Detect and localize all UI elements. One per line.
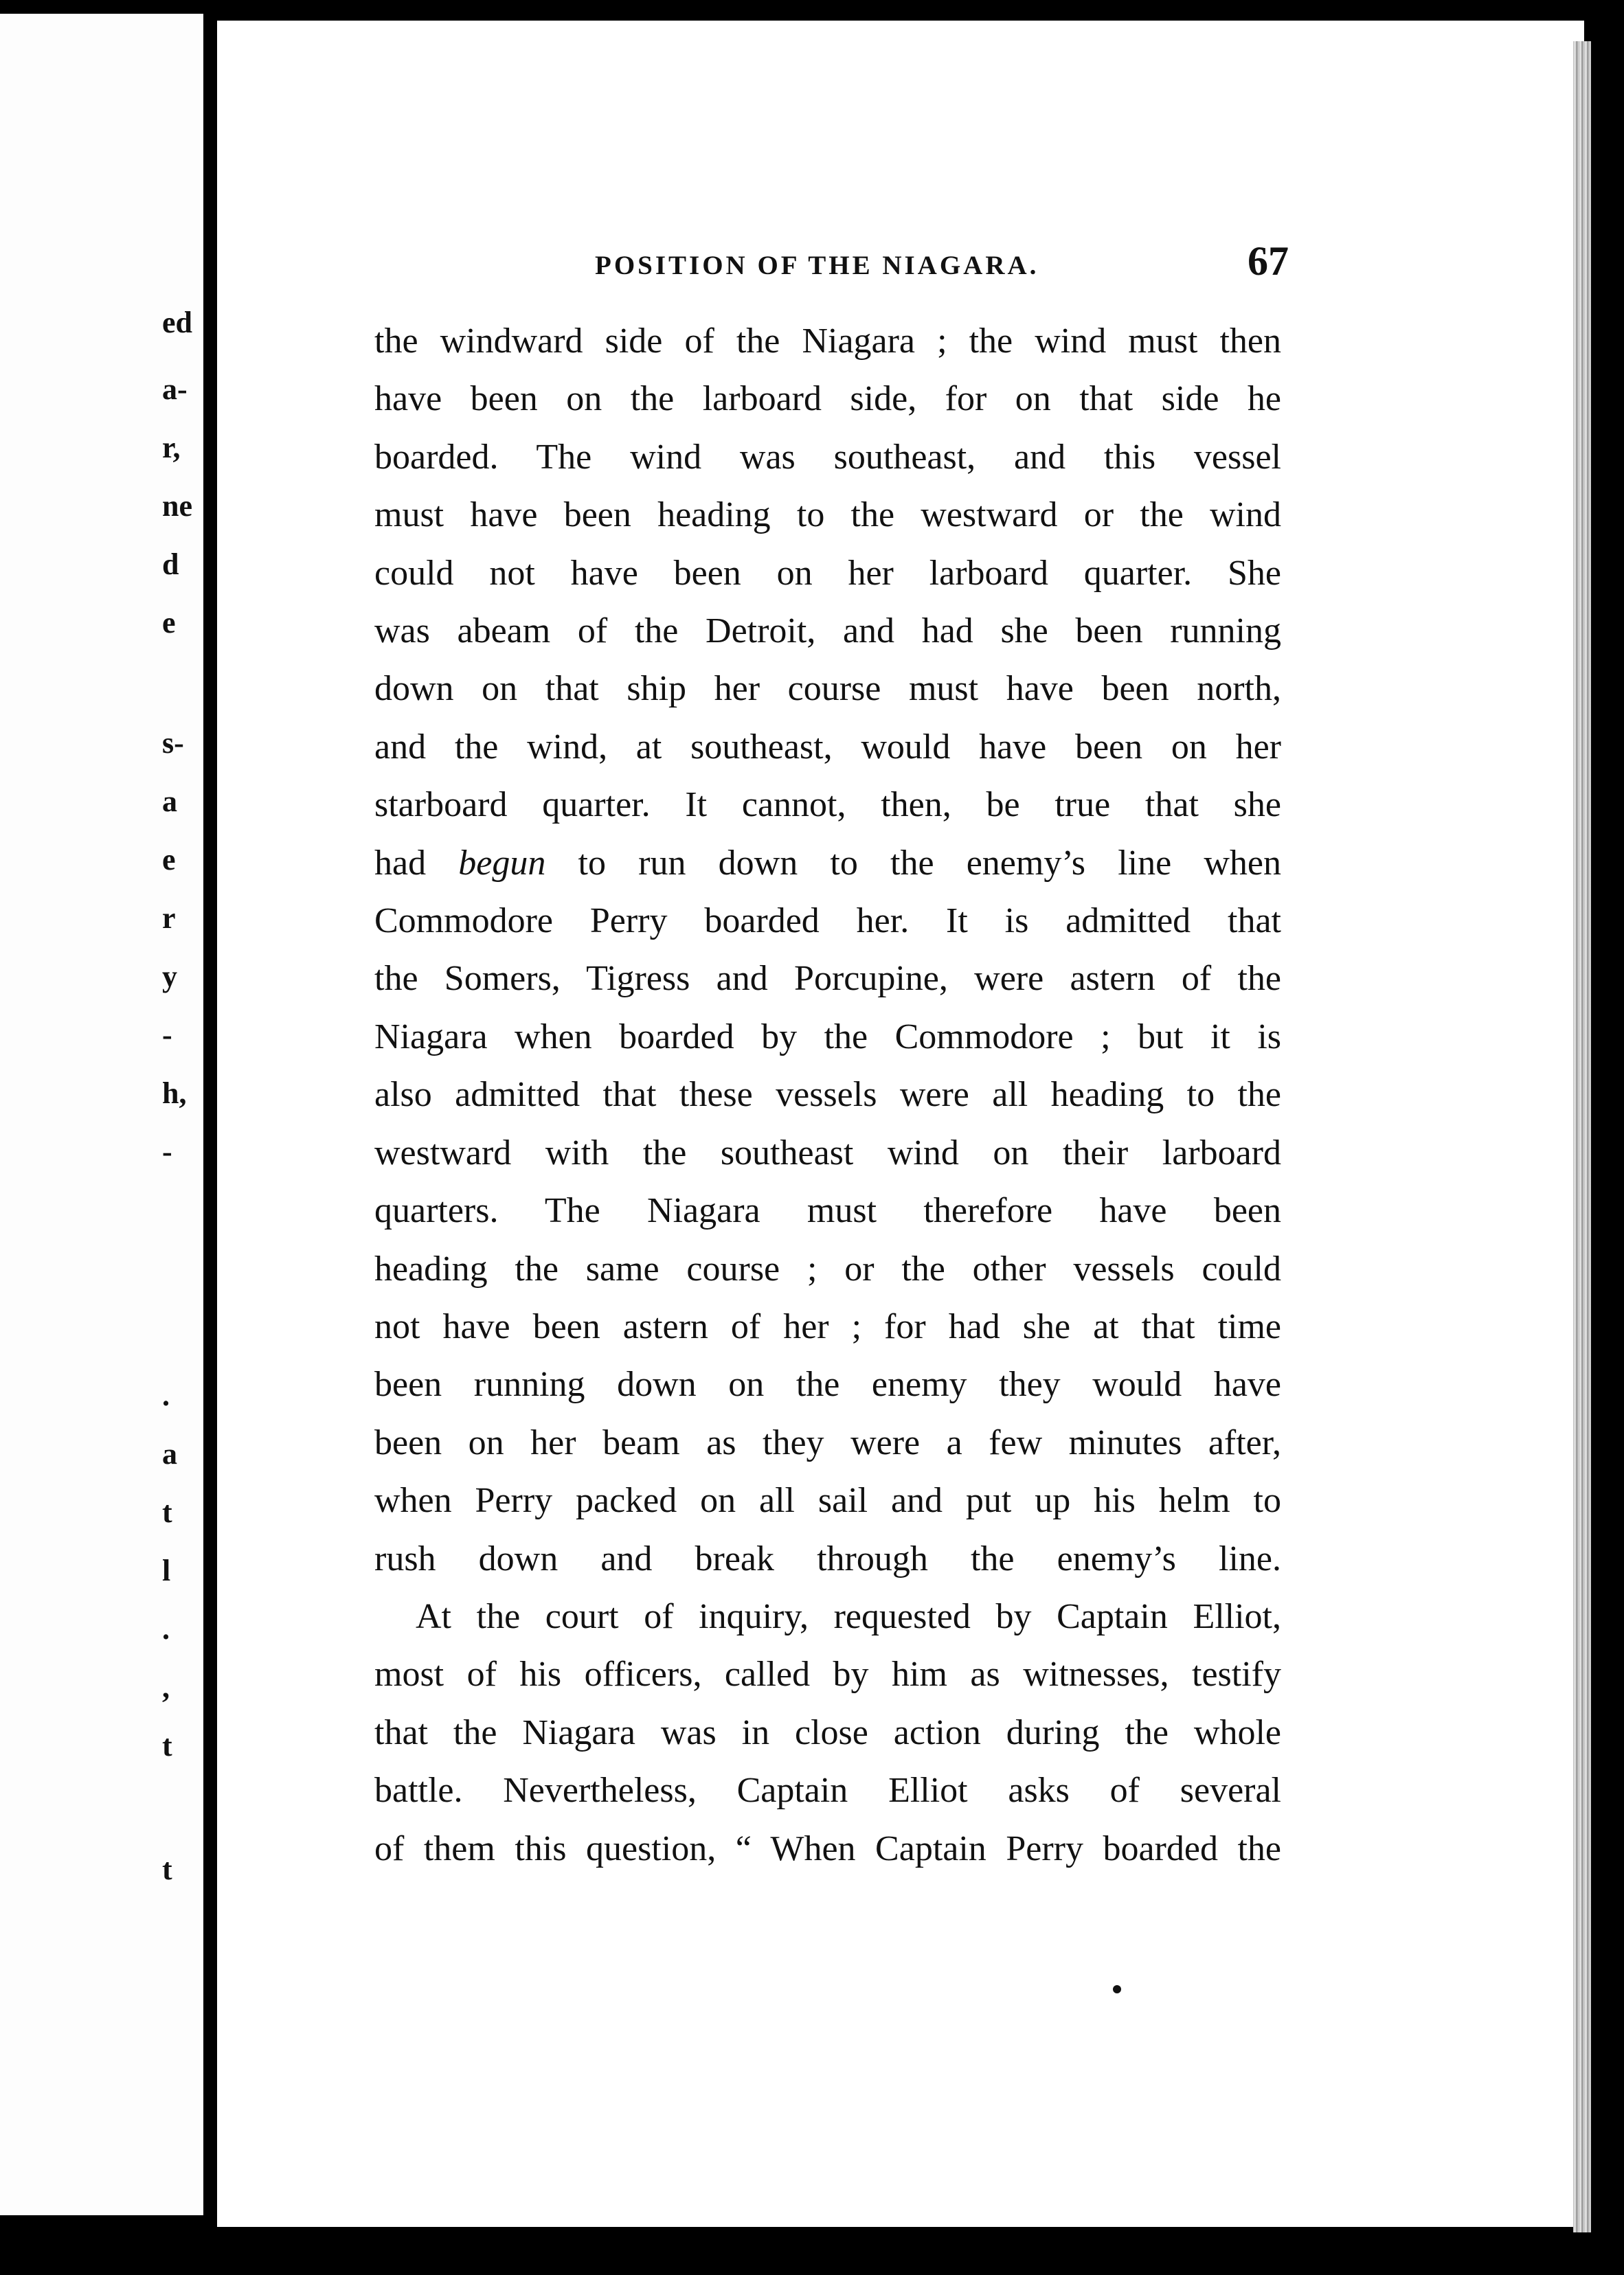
text-line: must have been heading to the westward or the wind [374,495,1281,535]
text-line: could not have been on her larboard quarter. She [374,553,1281,593]
text-line: the Somers, Tigress and Porcupine, were astern of the [374,959,1281,999]
left-page-fragment: r [162,901,176,935]
text-line: have been on the larboard side, for on that side he [374,379,1281,419]
page-number: 67 [1248,238,1289,284]
left-page-fragment: a [162,1437,177,1471]
left-page-fragment: h, [162,1076,187,1110]
left-page-fragment: . [162,1612,170,1646]
text-line: had begun to run down to the enemy’s line when [374,843,1281,883]
text-line: been running down on the enemy they would have [374,1365,1281,1405]
italic-word: begun [458,843,546,883]
left-page-fragment: - [162,1018,172,1052]
text-line: Commodore Perry boarded her. It is admitted that [374,901,1281,941]
book-gutter [203,14,217,2212]
text-line: battle. Nevertheless, Captain Elliot asks of several [374,1771,1281,1811]
left-page-edge [0,14,203,2215]
running-title: POSITION OF THE NIAGARA. [595,251,1039,280]
text-line: and the wind, at southeast, would have been on her [374,727,1281,767]
paragraph-1 [374,313,1281,1588]
text-line: starboard quarter. It cannot, then, be true that she [374,785,1281,825]
text-line: was abeam of the Detroit, and had she been running [374,611,1281,651]
left-page-fragment: e [162,843,176,876]
text-line: westward with the southeast wind on their larboard [374,1133,1281,1173]
text-line: At the court of inquiry, requested by Captain Elliot, [416,1596,1281,1636]
left-page-fragment: s- [162,726,184,760]
left-page-fragment: t [162,1729,172,1763]
left-page-fragment: a- [162,372,188,406]
left-page-fragment: ed [162,306,192,339]
left-page-fragment: y [162,960,177,993]
text-line: boarded. The wind was southeast, and this vessel [374,437,1281,477]
text-line: the windward side of the Niagara ; the wind must then [374,321,1281,361]
left-page-fragment: r, [162,431,181,464]
text-line: quarters. The Niagara must therefore have been [374,1191,1281,1231]
body-text [374,313,1281,1878]
left-page-fragment: - [162,1135,172,1168]
text-line: when Perry packed on all sail and put up his helm to [374,1481,1281,1521]
text-line: been on her beam as they were a few minutes after, [374,1423,1281,1462]
ink-speck [1113,1985,1121,1993]
paragraph-2 [374,1588,1281,1878]
left-page-fragment: . [162,1379,170,1412]
page-edge-stack [1573,41,1591,2232]
left-page-fragment: t [162,1853,172,1886]
text-line: that the Niagara was in close action during the whole [374,1712,1281,1752]
left-page-fragment: t [162,1495,172,1529]
left-page-fragment: l [162,1554,171,1587]
text-line: also admitted that these vessels were all heading to the [374,1075,1281,1115]
text-line: most of his officers, called by him as witnesses, testify [374,1655,1281,1695]
left-page-fragment: d [162,547,179,581]
text-line: rush down and break through the enemy’s line. [374,1539,1281,1578]
running-head [382,238,1289,286]
left-page-fragment: ne [162,489,192,523]
text-line: of them this question, “ When Captain Perry boarded the [374,1829,1281,1868]
text-line: heading the same course ; or the other vessels could [374,1249,1281,1289]
text-line: down on that ship her course must have been north, [374,669,1281,709]
text-line: not have been astern of her ; for had she at that time [374,1306,1281,1346]
left-page-fragment: e [162,606,176,640]
text-line: Niagara when boarded by the Commodore ; but it is [374,1017,1281,1056]
left-page-fragment: a [162,784,177,818]
left-page-fragment: , [162,1671,170,1704]
